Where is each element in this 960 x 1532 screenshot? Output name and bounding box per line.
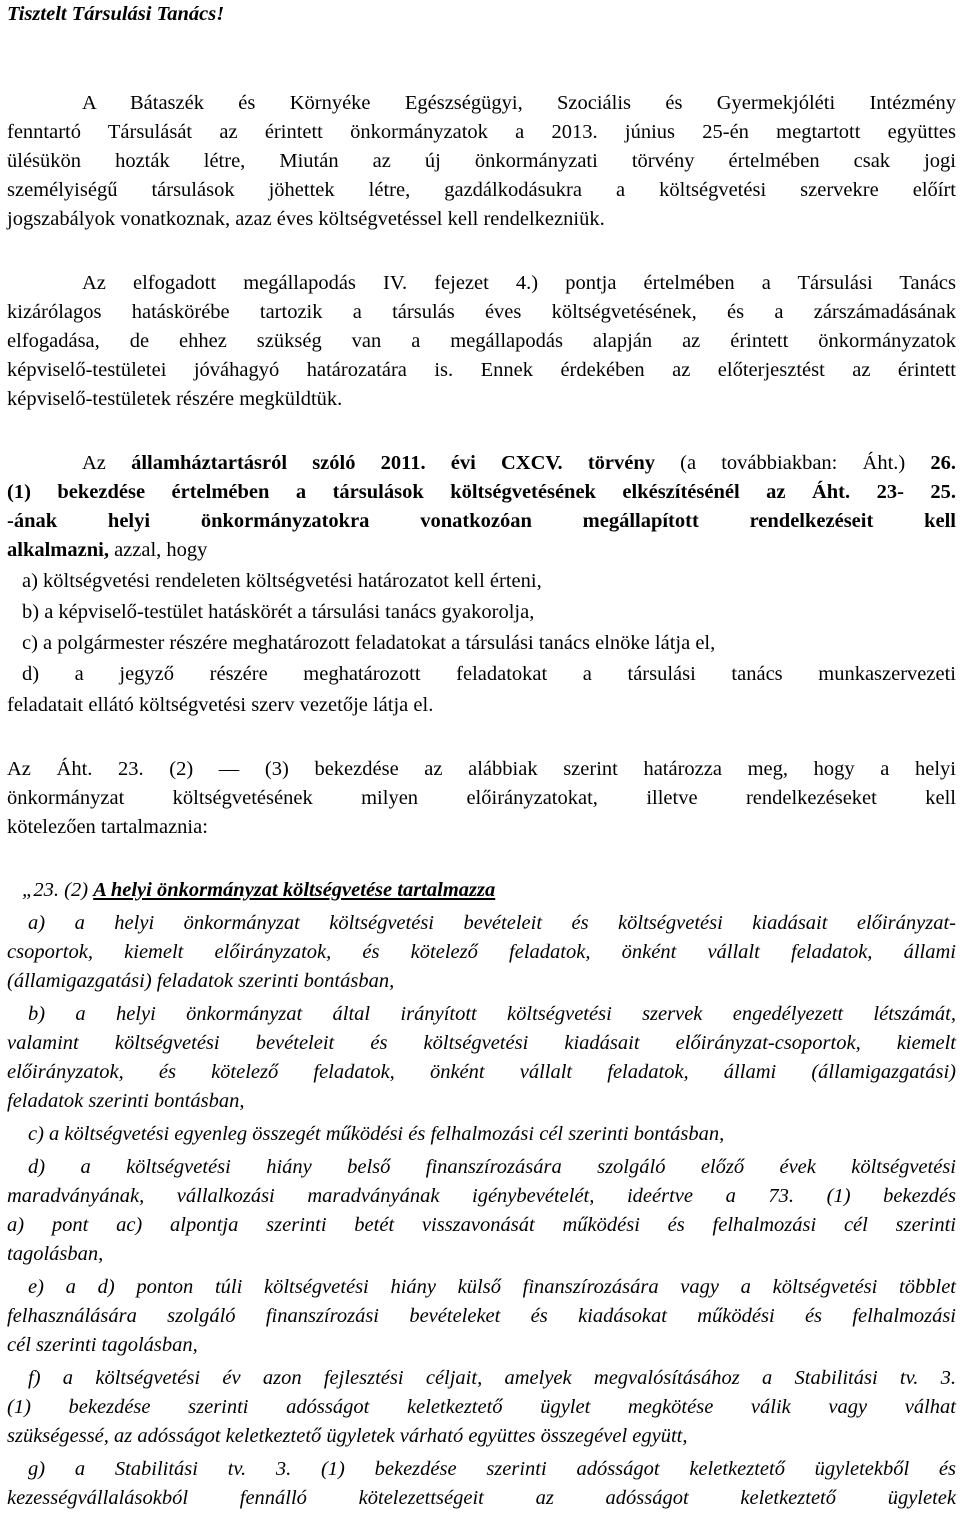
list-item: b) a képviselő-testület hatáskörét a társulási tanács gyakorolja, bbox=[22, 601, 535, 623]
quote-line: szükségessé, az adósságot keletkeztető ügyletek várható együttes összegével együtt, bbox=[7, 1425, 688, 1447]
paragraph-2-line: elfogadása, de ehhez szükség van a megállapodás alapján az érintett önkormányzatok bbox=[7, 330, 956, 352]
paragraph-1-line: személyiségű társulások jöhettek létre, gazdálkodásukra a költségvetési szervekre előírt bbox=[7, 179, 956, 201]
paragraph-1-line: fenntartó Társulását az érintett önkormányzatok a 2013. június 25-én megtartott együttes bbox=[7, 121, 956, 143]
quote-line: előirányzatok, és kötelező feladatok, önként vállalt feladatok, állami (államigazgatási) bbox=[7, 1061, 956, 1083]
quote-line: (államigazgatási) feladatok szerinti bontásban, bbox=[7, 970, 395, 992]
paragraph-4-line: önkormányzat költségvetésének milyen előirányzatokat, illetve rendelkezéseket kell bbox=[7, 787, 956, 809]
quote-line: maradványának, vállalkozási maradványának igénybevételét, ideértve a 73. (1) bekezdés bbox=[7, 1185, 956, 1207]
paragraph-3-line: (1) bekezdése értelmében a társulások költségvetésének elkészítésénél az Áht. 23- 25. bbox=[7, 481, 956, 503]
list-item: feladatait ellátó költségvetési szerv vezetője látja el. bbox=[7, 694, 434, 716]
quote-line: csoportok, kiemelt előirányzatok, és kötelező feladatok, önként vállalt feladatok, állami bbox=[7, 941, 956, 963]
paragraph-2-line: képviselő-testületek részére megküldtük. bbox=[7, 388, 343, 410]
list-item: a) költségvetési rendeleten költségvetési határozatot kell érteni, bbox=[22, 570, 542, 592]
quote-line: tagolásban, bbox=[7, 1243, 104, 1265]
paragraph-2-line: kizárólagos hatáskörébe tartozik a társulás éves költségvetésének, és a zárszámadásának bbox=[7, 301, 956, 323]
quote-line: felhasználására szolgáló finanszírozási bevételeket és kiadásokat működési és felhalmozási bbox=[7, 1305, 956, 1327]
quote-line: d) a költségvetési hiány belső finanszírozására szolgáló előző évek költségvetési bbox=[28, 1156, 956, 1178]
paragraph-1-line: ülésükön hozták létre, Miután az új önkormányzati törvény értelmében csak jogi bbox=[7, 150, 956, 172]
quote-heading: „23. (2) A helyi önkormányzat költségvetése tartalmazza bbox=[22, 879, 496, 901]
quote-line: f) a költségvetési év azon fejlesztési céljait, amelyek megvalósításához a Stabilitási tv. 3. bbox=[28, 1367, 956, 1389]
quote-line: g) a Stabilitási tv. 3. (1) bekezdése szerinti adósságot keletkeztető ügyletekből és bbox=[28, 1458, 956, 1480]
quote-line: kezességvállalásokból fennálló kötelezettségeit az adósságot keletkeztető ügyletek bbox=[7, 1487, 956, 1509]
paragraph-4-line: kötelezően tartalmaznia: bbox=[7, 816, 208, 838]
quote-line: valamint költségvetési bevételeit és költségvetési kiadásait előirányzat-csoportok, kiemelt bbox=[7, 1032, 956, 1054]
paragraph-1-line: jogszabályok vonatkoznak, azaz éves költségvetéssel kell rendelkezniük. bbox=[7, 208, 605, 230]
paragraph-4-line: Az Áht. 23. (2) — (3) bekezdése az alábbiak szerint határozza meg, hogy a helyi bbox=[7, 758, 956, 780]
quote-line: e) a d) ponton túli költségvetési hiány külső finanszírozására vagy a költségvetési többlet bbox=[28, 1276, 956, 1298]
paragraph-2-line: Az elfogadott megállapodás IV. fejezet 4.) pontja értelmében a Társulási Tanács bbox=[82, 272, 956, 294]
list-item: c) a polgármester részére meghatározott feladatokat a társulási tanács elnöke látja el, bbox=[22, 632, 716, 654]
quote-line: c) a költségvetési egyenleg összegét működési és felhalmozási cél szerinti bontásban, bbox=[28, 1123, 725, 1145]
quote-line: feladatok szerinti bontásban, bbox=[7, 1090, 245, 1112]
quote-line: a) pont ac) alpontja szerinti betét visszavonását működési és felhalmozási cél szerinti bbox=[7, 1214, 956, 1236]
paragraph-1-line: A Bátaszék és Környéke Egészségügyi, Szociális és Gyermekjóléti Intézmény bbox=[82, 92, 956, 114]
paragraph-3-line: alkalmazni, azzal, hogy bbox=[7, 539, 208, 561]
quote-line: b) a helyi önkormányzat által irányított költségvetési szervek engedélyezett létszámát, bbox=[28, 1003, 956, 1025]
quote-line: a) a helyi önkormányzat költségvetési bevételeit és költségvetési kiadásait előirányzat- bbox=[28, 912, 956, 934]
paragraph-3-line: Az államháztartásról szóló 2011. évi CXCV. törvény (a továbbiakban: Áht.) 26. bbox=[82, 452, 956, 474]
quote-line: cél szerinti tagolásban, bbox=[7, 1334, 198, 1356]
quote-line: (1) bekezdése szerinti adósságot keletkeztető ügylet megkötése válik vagy válhat bbox=[7, 1396, 956, 1418]
list-item: d) a jegyző részére meghatározott feladatokat a társulási tanács munkaszervezeti bbox=[22, 663, 956, 685]
paragraph-3-line: -ának helyi önkormányzatokra vonatkozóan megállapított rendelkezéseit kell bbox=[7, 510, 956, 532]
paragraph-2-line: képviselő-testületei jóváhagyó határozatára is. Ennek érdekében az előterjesztést az érintett bbox=[7, 359, 956, 381]
salutation: Tisztelt Társulási Tanács! bbox=[7, 3, 225, 25]
